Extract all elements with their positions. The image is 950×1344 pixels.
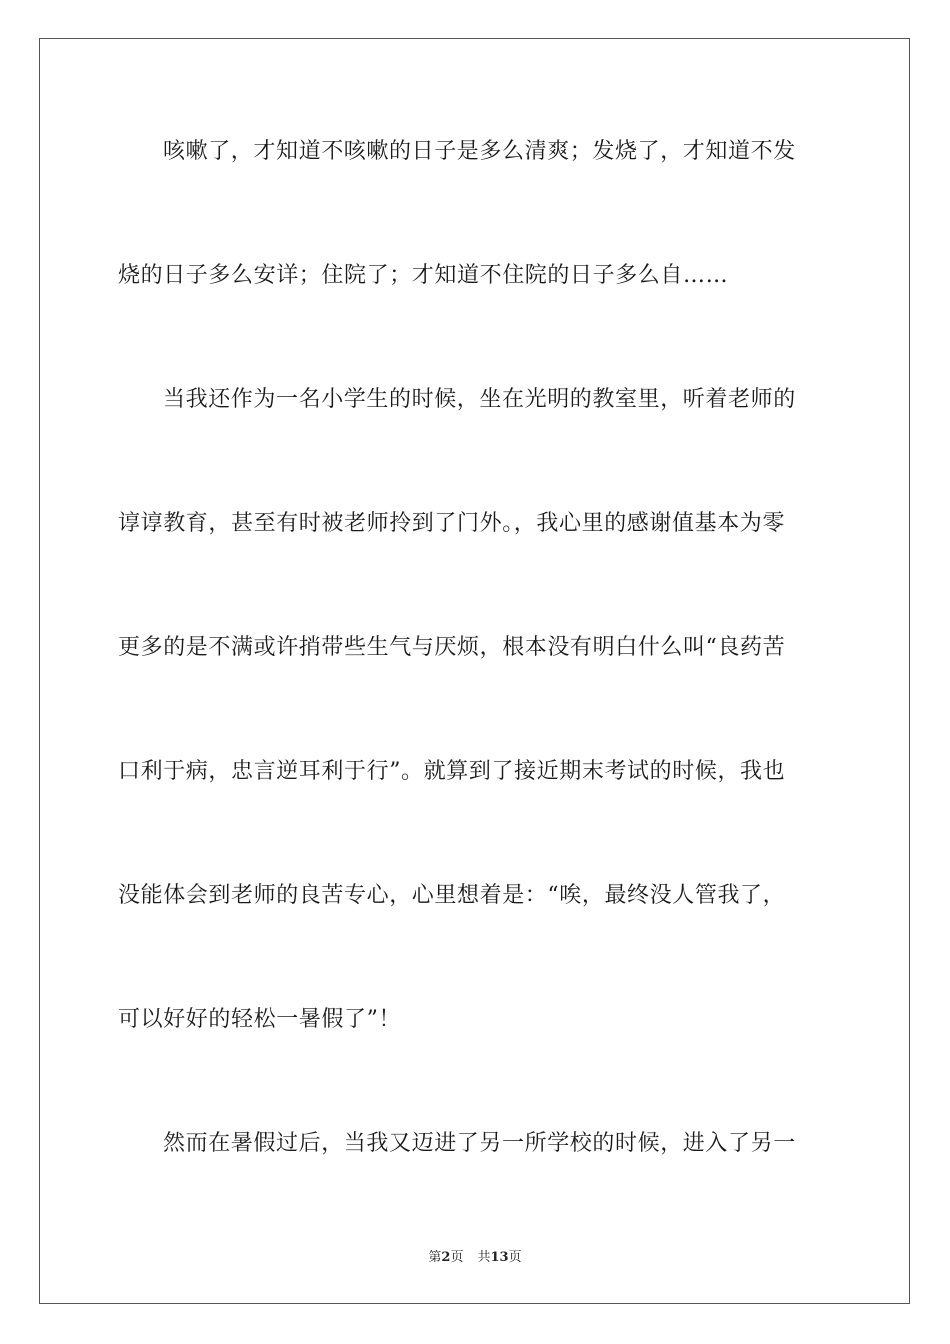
- page-border: [39, 38, 910, 1304]
- total-pages: 13: [490, 1250, 509, 1265]
- paragraph-1-line-1: 咳嗽了，才知道不咳嗽的日子是多么清爽；发烧了，才知道不发: [163, 139, 796, 164]
- page-label-suffix: 页: [450, 1250, 464, 1265]
- paragraph-2-line-6: 可以好好的轻松一暑假了”！: [118, 1007, 402, 1032]
- paragraph-2-line-5: 没能体会到老师的良苦专心，心里想着是：“唉，最终没人管我了，: [118, 883, 786, 908]
- page-label-prefix: 第: [428, 1250, 442, 1265]
- paragraph-2-line-3: 更多的是不满或许捎带些生气与厌烦，根本没有明白什么叫“良药苦: [118, 635, 786, 660]
- paragraph-1-line-2: 烧的日子多么安详；住院了；才知道不住院的日子多么自……: [118, 263, 729, 288]
- total-label-prefix: 共: [477, 1250, 491, 1265]
- paragraph-3-line-1: 然而在暑假过后，当我又迈进了另一所学校的时候，进入了另一: [163, 1131, 796, 1156]
- total-label-suffix: 页: [508, 1250, 522, 1265]
- paragraph-2-line-1: 当我还作为一名小学生的时候，坐在光明的教室里，听着老师的: [163, 387, 796, 412]
- paragraph-2-line-2: 谆谆教育，甚至有时被老师拎到了门外。，我心里的感谢值基本为零: [118, 511, 786, 536]
- page-number: 2: [441, 1250, 451, 1265]
- page-footer: [0, 1246, 950, 1265]
- paragraph-2-line-4: 口利于病，忠言逆耳利于行”。就算到了接近期末考试的时候，我也: [118, 759, 786, 784]
